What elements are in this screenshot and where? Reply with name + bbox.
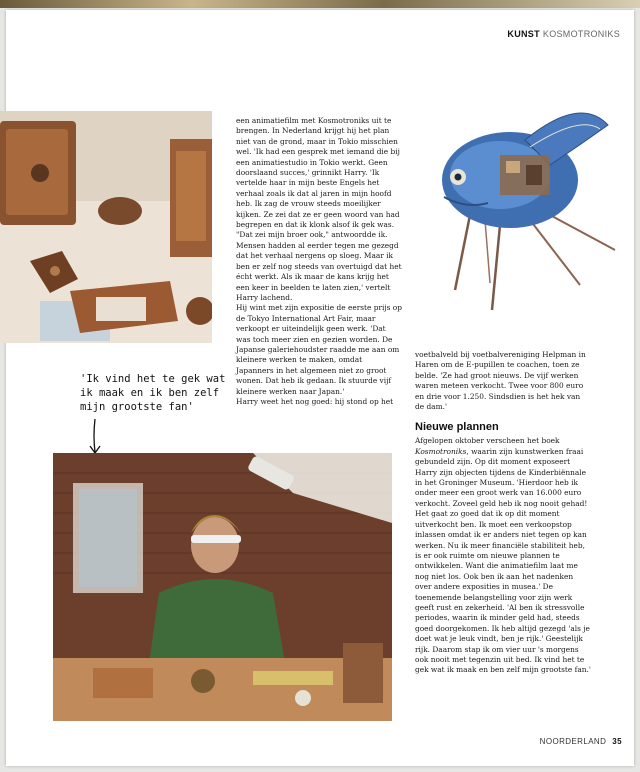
column1-paragraph-3: Harry weet het nog goed: hij stond op het [236,396,394,406]
subheading-nieuwe-plannen: Nieuwe plannen [415,421,499,434]
book-title: Kosmotroniks [415,446,467,456]
copper-objects-illustration [0,111,212,343]
article-column-2 [415,350,591,676]
flying-fish-sculpture-image [430,85,620,315]
pull-quote: 'Ik vind het te gek wat ik maak en ik ben zelf mijn grootste fan' [80,373,226,413]
column1-paragraph-2: Hij wint met zijn expositie de eerste prijs op de Tokyo International Art Fair, maar verkoopt er uiteindelijk geen werk. 'Dat was toch meer zien en gezien worden. De Japanse galeriehoudster raadde me aan om kleinere werken te maken, omdat Japanners in het algemeen niet zo groot wonen. Dat heb ik gedaan. Ik stuurde vijf kleinere werken naar Japan.' [236,303,402,396]
column2-intro: voetbalveld bij voetbalvereniging Helpman in Haren om de E-pupillen te coachen, toen ze belde. 'Ze had groot nieuws. De vijf werken waren meteen verkocht. Twee voor 800 euro en drie voor 1.250. Sindsdien is het hek van de dam.' [415,350,586,412]
subsection-label: KOSMOTRONIKS [542,29,620,39]
top-image-strip [0,0,640,8]
artist-workbench-photo [53,453,392,721]
section-header [507,29,620,39]
magazine-name: NOORDERLAND [539,737,607,746]
section-label: KUNST [507,29,540,39]
column2-body-start: Afgelopen oktober verscheen het boek [415,436,560,446]
column2-body-rest: , waarin zijn kunstwerken fraai gebundeld zijn. Op dit moment exposeert Harry zijn objecten tijdens de Kinderbiënnale in het Groninger Museum. 'Hierdoor heb ik onder meer een groot werk van 16.000 euro verkocht. Zoveel geld heb ik nog nooit gehad! Het gaat zo goed dat ik op dit moment uitverkocht ben. Ik moet een verkoopstop inlassen omdat ik er anders niet tegen op kan werken. Nu ik meer financiële stabiliteit heb, is er ook ruimte om nieuwe plannen te ontwikkelen. Want die animatiefilm laat me nog niet los. Ook ben ik aan het nadenken over andere exposities in musea.' De toenemende belangstelling voor zijn werk geeft rust en zekerheid. 'Al ben ik stressvolle periodes, waarin ik minder geld had, steeds goed doorgekomen. Ik heb altijd gezegd 'als je doet wat je leuk vindt, ben je rijk.' Geestelijk rijk. Daarom stap ik om vier uur 's morgens ook nooit met tegenzin uit bed. Ik vind het te gek wat ik maak en ben zelf mijn grootste fan.' [415,446,591,675]
copper-objects-photo [0,111,212,343]
artist-workbench-illustration [53,453,392,721]
article-column-1 [236,116,402,407]
arrow-down-icon [88,418,102,456]
page-number: 35 [612,737,622,746]
column2-body [415,436,591,675]
page-footer [540,737,622,746]
column1-paragraph-1: een animatiefilm met Kosmotroniks uit te brengen. In Nederland krijgt hij het plan niet van de grond, maar in Tokio misschien wel. 'Ik had een gesprek met iemand die bij een animatiestudio in Tokio werkt. Geen doorslaand succes,' grinnikt Harry. 'Ik vertelde haar in mijn beste Engels het verhaal zoals ik dat al jaren in mijn hoofd heb. Ik zag de vrouw steeds moeilijker kijken. Ze zei dat ze er geen woord van had begrepen en dat ik klonk alsof ik gek was. "Dat zei mijn broer ook," antwoordde ik. Mensen hadden al eerder tegen me gezegd dat het verhaal nergens op sloeg. Maar ik ben er zelf nog steeds van overtuigd dat het écht werkt. Als ik maar de kans krijg het een keer in beelden te laten zien,' vertelt Harry lachend. [236,116,402,302]
